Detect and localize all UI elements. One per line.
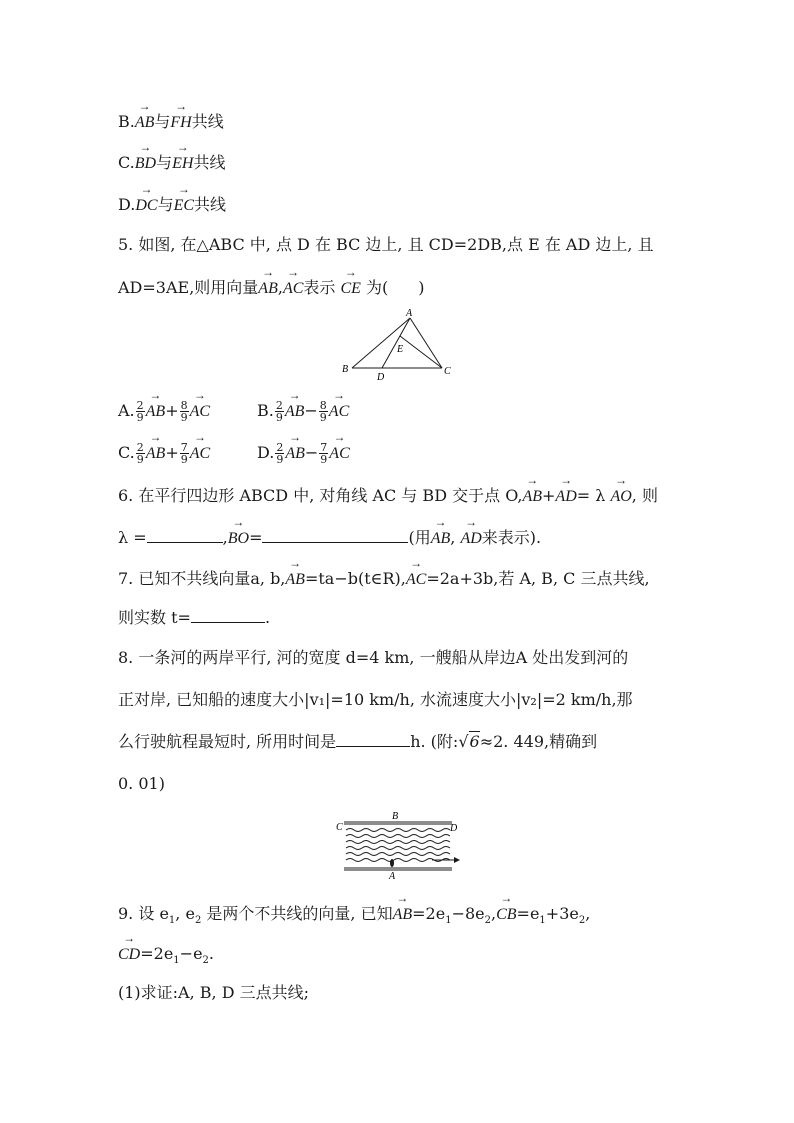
option-d-line: D.→ DC与→ EC共线 <box>118 195 226 216</box>
q8-line4: 0. 01) <box>118 774 165 793</box>
label-d: D <box>450 823 458 834</box>
label-c: C <box>444 366 451 377</box>
label-e: E <box>397 344 404 355</box>
vector-bd: → BD <box>135 154 156 174</box>
triangle-figure <box>338 306 458 386</box>
q7-line2: 则实数 t= . <box>118 608 271 627</box>
vector-ce: → CE <box>340 279 360 299</box>
answer-blank-time[interactable] <box>336 732 410 747</box>
vector-ab: → AB <box>135 113 155 133</box>
q9-line2: → $CD=2e_1-e_2$. <box>118 944 214 971</box>
label-a: A <box>406 308 413 319</box>
label-b: B <box>392 811 399 822</box>
q5-option-d: D. $\frac{2}{9}$ → AB− $\frac{7}{9}$ → AC <box>257 442 350 465</box>
answer-blank-lambda[interactable] <box>147 528 223 543</box>
vector-eh: → EH <box>172 154 193 174</box>
q9-sub1: (1)求证:A, B, D 三点共线; <box>118 983 310 1002</box>
q7-line1: 7. 已知不共线向量a, b,→ AB=ta−b(t∈R),→ AC=2a+3b,若 A, B, C 三点共线, <box>118 569 650 590</box>
answer-blank-bo[interactable] <box>262 528 408 543</box>
q5-option-a: A. $\frac{2}{9}$ → AB+ $\frac{8}{9}$ → AC <box>118 400 210 423</box>
vector-ab: → AB <box>258 279 278 299</box>
label-b: B <box>342 364 349 375</box>
q6-line2: λ = ,→ BO= (用→ AB, → AD来表示). <box>118 528 541 549</box>
q6-line1: 6. 在平行四边形 ABCD 中, 对角线 AC 与 BD 交于点 O,→ AB+→ AD= λ → AO, 则 <box>118 486 658 507</box>
vector-ec: → EC <box>174 196 194 216</box>
river-figure <box>336 808 464 880</box>
q5-line1: 5. 如图, 在△ABC 中, 点 D 在 BC 边上, 且 CD=2DB,点 E 在 AD 边上, 且 <box>118 235 654 254</box>
option-b-line: B.→ AB与→ FH共线 <box>118 112 224 133</box>
q5-line2: AD=3AE,则用向量→ AB,→ AC表示 → CE 为( ) <box>118 278 425 299</box>
option-c-line: C.→ BD与→ EH共线 <box>118 153 225 174</box>
vector-fh: → FH <box>170 113 191 133</box>
q8-line2: 正对岸, 已知船的速度大小|v₁|=10 km/h, 水流速度大小|v₂|=2 km/h,那 <box>118 690 633 709</box>
q9-line1: 9. 设 $e_1$, $e_2$ 是两个不共线的向量, 已知→ $AB=2e_1-8e_2,\to CB=e_1+3e_2$, <box>118 904 590 931</box>
label-d: D <box>377 372 385 383</box>
q8-line3: 么行驶航程最短时, 所用时间是 h. (附:√6≈2. 449,精确到 <box>118 732 598 751</box>
q5-option-c: C. $\frac{2}{9}$ → AB+ $\frac{7}{9}$ → AC <box>118 442 210 465</box>
answer-blank-t[interactable] <box>191 608 265 623</box>
vector-ac: → AC <box>283 279 303 299</box>
vector-dc: → DC <box>135 196 157 216</box>
label-c: C <box>336 822 343 833</box>
q8-line1: 8. 一条河的两岸平行, 河的宽度 d=4 km, 一艘船从岸边A 处出发到河的 <box>118 648 629 667</box>
q5-option-b: B. $\frac{2}{9}$ → AB− $\frac{8}{9}$ → AC <box>257 400 349 423</box>
label-a: A <box>389 871 396 880</box>
